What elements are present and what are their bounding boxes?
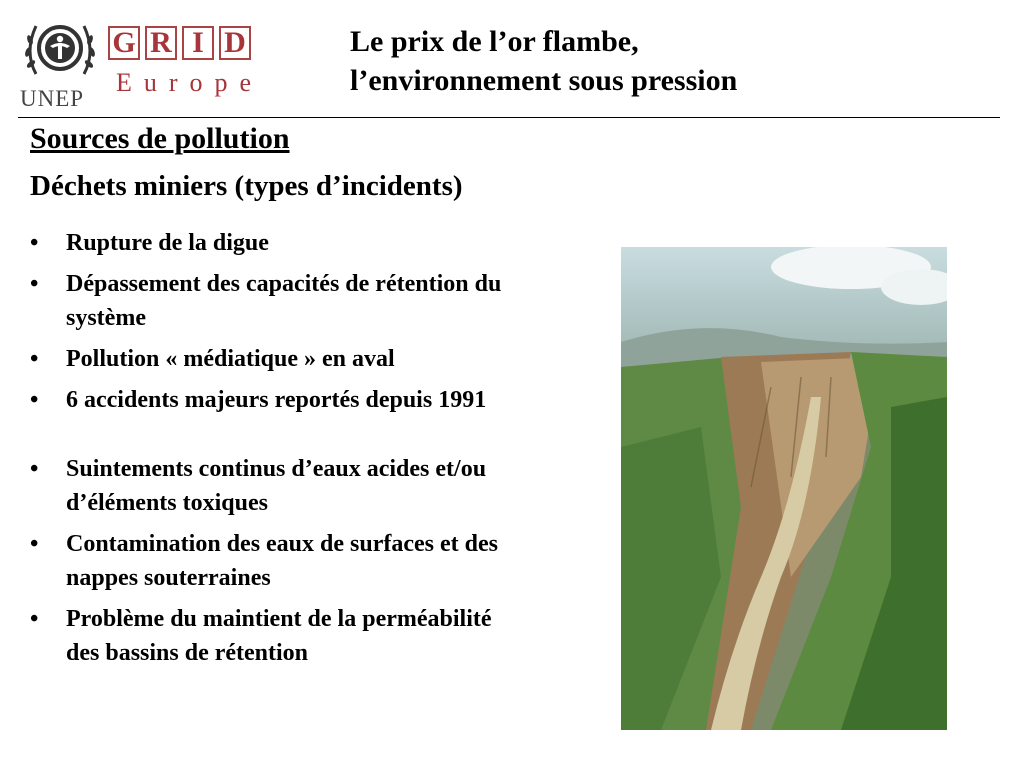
europe-wordmark: Europe: [116, 68, 264, 97]
bullet-item: [30, 452, 510, 520]
bullet-dot: •: [30, 531, 39, 557]
bullet-item: [30, 267, 510, 335]
grid-letter-i: I: [182, 26, 214, 60]
bullet-item: [30, 383, 510, 417]
bullet-item: [30, 527, 510, 595]
bullet-item: [30, 342, 510, 376]
slide-title-line1: Le prix de l’or flambe,: [350, 25, 639, 58]
bullet-text: Contamination des eaux de surfaces et des nappes souterraines: [66, 531, 498, 591]
subsection-title: Déchets miniers (types d’incidents): [30, 170, 463, 202]
bullet-text: Dépassement des capacités de rétention du système: [66, 271, 502, 331]
bullet-text: Rupture de la digue: [66, 230, 269, 256]
slide-title: [350, 22, 737, 100]
un-emblem-icon: [22, 14, 98, 86]
bullet-text: 6 accidents majeurs reportés depuis 1991: [66, 387, 487, 413]
grid-letter-g: G: [108, 26, 140, 60]
grid-europe-logo: [18, 10, 288, 110]
header-divider: [18, 117, 1000, 118]
bullet-dot: •: [30, 230, 39, 256]
bullet-dot: •: [30, 271, 39, 297]
bullet-dot: •: [30, 346, 39, 372]
bullet-list: [30, 226, 510, 677]
bullet-text: Problème du maintient de la perméabilité des bassins de rétention: [66, 606, 492, 666]
bullet-dot: •: [30, 387, 39, 413]
grid-letter-d: D: [219, 26, 251, 60]
section-title: Sources de pollution: [30, 122, 290, 155]
grid-letter-r: R: [145, 26, 177, 60]
bullet-dot: •: [30, 456, 39, 482]
bullet-item: [30, 226, 510, 260]
unep-wordmark: UNEP: [20, 86, 85, 111]
bullet-item: [30, 602, 510, 670]
mining-valley-photo: [621, 247, 947, 730]
slide-title-line2: l’environnement sous pression: [350, 64, 738, 97]
bullet-dot: •: [30, 606, 39, 632]
bullet-text: Suintements continus d’eaux acides et/ou d’éléments toxiques: [66, 456, 487, 516]
bullet-text: Pollution « médiatique » en aval: [66, 346, 395, 372]
grid-wordmark: [108, 26, 256, 60]
